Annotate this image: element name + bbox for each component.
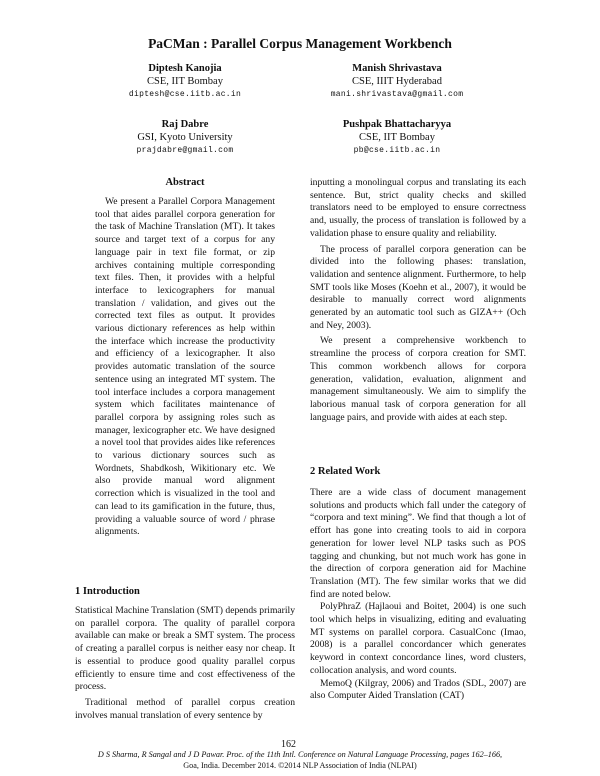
- author-block: [75, 62, 295, 101]
- paragraph: There are a wide class of document management solutions and products which fall under the category of “corpora and text mining”. We find that though a lot of effort has gone into creating tools to aid in corpora generation for lower level NLP tasks such as POS tagging and chunking, but not much work has gone in the direction of corpora generation aid for Machine Translation (MT). The few similar works that we did find are noted below.: [310, 487, 526, 600]
- paragraph: PolyPhraZ (Hajlaoui and Boitet, 2004) is one such tool which helps in visualizing, editing and evaluating MT systems on parallel corpora. CasualConc (Imao, 2008) is a parallel concordancer which generates keyword in context concordance lines, word clusters, collocation analysis, and word counts.: [310, 601, 526, 676]
- page-number: 162: [281, 739, 296, 750]
- author-affiliation: CSE, IIIT Hyderabad: [352, 76, 442, 87]
- abstract-heading: Abstract: [165, 177, 205, 188]
- paragraph: Traditional method of parallel corpus creation involves manual translation of every sentence by: [75, 696, 295, 721]
- author-affiliation: CSE, IIT Bombay: [359, 132, 435, 143]
- introduction-body: [75, 605, 295, 722]
- author-email: mani.shrivastava@gmail.com: [330, 90, 464, 99]
- paragraph: The process of parallel corpora generation can be divided into the following phases: translation, validation and sentence alignment. Furthermore, to help SMT tools like Moses (Koehn et al., 2007), it would be desirable to manually correct word alignments generated by an automatic tool such as GIZA++ (Och and Ney, 2003).: [310, 243, 526, 331]
- page-footer: [0, 750, 600, 771]
- author-affiliation: CSE, IIT Bombay: [147, 76, 223, 87]
- section-heading-related-work: 2 Related Work: [310, 466, 381, 477]
- author-email: prajdabre@gmail.com: [136, 146, 234, 155]
- author-affiliation: GSI, Kyoto University: [137, 132, 233, 143]
- author-block: [287, 118, 507, 157]
- section-heading-introduction: 1 Introduction: [75, 586, 140, 597]
- author-name: Manish Shrivastava: [352, 63, 442, 74]
- author-email: diptesh@cse.iitb.ac.in: [128, 90, 242, 99]
- paragraph: inputting a monolingual corpus and translating its each sentence. But, strict quality checks and skilled translators need to be employed to ensure correctness and, usually, the process of translation is followed by a validation phase to ensure quality and reliability.: [310, 177, 526, 239]
- author-email: pb@cse.iitb.ac.in: [353, 146, 441, 155]
- related-work-body: [310, 487, 526, 703]
- author-block: [75, 118, 295, 157]
- right-column-top: [310, 177, 526, 424]
- author-name: Pushpak Bhattacharyya: [342, 119, 452, 130]
- abstract-text: We present a Parallel Corpora Management tool that aides parallel corpora generation for the task of Machine Translation (MT). It takes source and target text of a corpus for any language pair in text file format, or zip archives containing multiple corresponding text files. Then, it provides with a helpful interface to lexicographers for manual translation / validation, and gives out the corrected text files as output. It provides various dictionary references as help within the interface which increase the productivity and efficiency of a lexicographer. It also provides automatic translation of the source sentence using an integrated MT system. The tool interface includes a corpora management system which facilitates maintenance of parallel corpora by assigning roles such as manager, lexicographer etc. We have designed a novel tool that provides aides like references to various dictionary sources such as Wordnets, Shabdkosh, Wikitionary etc. We also provide manual word alignment correction which is visualized in the tool and can lead to its gamification in the future, thus, providing a valuable source of word / phrase alignments.: [95, 196, 275, 538]
- author-block: [287, 62, 507, 101]
- paper-title: PaCMan : Parallel Corpus Management Workbench: [148, 36, 452, 51]
- footer-venue: Goa, India. December 2014. ©2014 NLP Association of India (NLPAI): [183, 760, 417, 770]
- paragraph: Statistical Machine Translation (SMT) depends primarily on parallel corpora. The quality of parallel corpora available can make or break a SMT system. The process of creating a parallel corpus is neither easy nor cheap. It is essential to produce good quality parallel corpus efficiently to ensure time and cost effectiveness of the process.: [75, 605, 295, 693]
- author-name: Raj Dabre: [161, 119, 209, 130]
- paragraph: We present a comprehensive workbench to streamline the process of corpora creation for SMT. This common workbench allows for corpora generation, validation, evaluation, alignment and management simultaneously. We aim to simplify the laborious manual task of corpora generation for all language pairs, and provide with aides at each step.: [310, 335, 526, 423]
- author-name: Diptesh Kanojia: [148, 63, 222, 74]
- footer-citation: D S Sharma, R Sangal and J D Pawar. Proc. of the 11th Intl. Conference on Natural Language Processing, pages 162–166,: [97, 750, 503, 759]
- paragraph: MemoQ (Kilgray, 2006) and Trados (SDL, 2007) are also Computer Aided Translation (CAT): [310, 677, 526, 702]
- abstract-body: [95, 196, 275, 539]
